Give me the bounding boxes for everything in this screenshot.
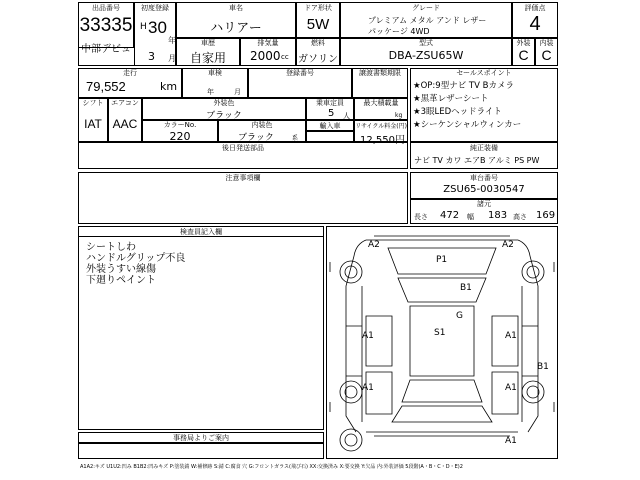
inspection-line: ハンドルグリップ不良 [86, 253, 186, 264]
int-grade: C [541, 47, 552, 63]
office-label: 事務局よりご案内 [173, 434, 229, 442]
shift-label: シフト [82, 99, 104, 107]
import-label: 輸入車 [319, 122, 341, 130]
chassis-label: 車台番号 [470, 174, 498, 182]
damage-mark: A1 [505, 331, 517, 341]
color: ブラック [206, 111, 242, 121]
sales-point-item: ★3眼LEDヘッドライト [413, 107, 502, 117]
chassis-number: ZSU65-0030547 [443, 184, 525, 195]
int-color-suffix: 系 [292, 135, 299, 142]
grade-line1: プレミアム メタル アンド レザー [368, 16, 487, 25]
month-unit: 月 [168, 54, 176, 63]
length: 472 [440, 210, 460, 221]
int-color-label: 内装色 [251, 121, 273, 129]
damage-mark: A1 [505, 383, 517, 393]
dims-label: 諸元 [477, 200, 491, 208]
mileage-label: 走行 [123, 69, 137, 77]
color-label: 外装色 [213, 99, 235, 107]
height: 169 [536, 210, 556, 221]
sales-point-item: ★OP:9型ナビ TV Bカメラ [413, 81, 514, 91]
damage-mark: S1 [434, 328, 446, 338]
width: 183 [488, 210, 508, 221]
ac-label: エアコン [111, 99, 139, 107]
damage-mark: G [456, 311, 463, 321]
damage-mark: B1 [537, 362, 549, 372]
use-label: 車歴 [201, 39, 215, 47]
sales-point-item: ★シーケンシャルウィンカー [413, 120, 522, 130]
inspect-month: 月 [234, 88, 241, 96]
first-reg-label: 初度登録 [141, 4, 169, 12]
footer-legend: A1A2:キズ U1U2:凹み B1B2:凹みキズ P:塗装錆 W:補修跡 S:錆 C:腐食 穴 G:フロントガラス(飛び石) XX:交換済み X:要交換 Y:欠品 内:外装評価 5段階(A・B・C・D・E)2 [80, 464, 463, 470]
model-label: 型式 [419, 39, 433, 47]
damage-mark: P1 [436, 255, 448, 265]
use: 自家用 [189, 51, 226, 65]
mileage-unit: km [160, 80, 178, 93]
ext-label: 外装 [516, 39, 531, 47]
office-panel [78, 443, 324, 459]
ext-grade: C [518, 47, 529, 63]
car-name: ハリアー [210, 21, 262, 36]
notes-label: 注意事項欄 [225, 174, 261, 182]
fuel: ガソリン [298, 54, 338, 65]
score-label: 評価点 [524, 4, 546, 12]
recycle-fee-label: リサイクル料金(円) [355, 123, 407, 130]
grade-label: グレード [412, 4, 440, 12]
length-label: 長さ [414, 213, 428, 221]
int-color: ブラック [238, 133, 274, 143]
debut-label: 中部デビュ [81, 44, 131, 55]
plate-label: 登録番号 [286, 69, 314, 77]
era: H [140, 22, 147, 32]
sales-point-label: セールスポイント [456, 69, 512, 77]
cc: 2000 [250, 49, 281, 63]
ac: AAC [112, 117, 138, 131]
mileage: 79,552 [86, 79, 126, 94]
color-no-label: カラーNo. [163, 121, 197, 129]
lot-label: 出品番号 [92, 4, 120, 12]
load-unit: kg [395, 112, 403, 119]
inspect-year: 年 [207, 88, 214, 96]
damage-mark: A1 [362, 331, 374, 341]
inspect-label: 車検 [208, 69, 222, 77]
grade-line2: パッケージ 4WD [368, 27, 430, 36]
damage-mark: A2 [502, 240, 514, 250]
after-sale-label: 後日発送部品 [222, 144, 264, 152]
inspection-line: シートしわ [86, 242, 136, 253]
capacity-unit: 人 [343, 112, 350, 120]
inspection-line: 下廻りペイント [86, 275, 156, 286]
sales-point-item: ★黒革レザーシート [413, 94, 489, 104]
cc-unit: cc [281, 53, 289, 61]
load-label: 最大積載量 [363, 99, 399, 107]
int-label: 内装 [539, 39, 554, 47]
lot-number: 33335 [79, 15, 133, 36]
damage-mark: A1 [505, 436, 517, 446]
body-label: ドア形状 [304, 4, 332, 12]
recycle-label: 譲渡書類期限 [359, 69, 401, 77]
capacity: 5 [328, 108, 335, 119]
model: DBA-ZSU65W [388, 49, 464, 62]
damage-mark: A2 [368, 240, 380, 250]
capacity-label: 乗車定員 [316, 99, 344, 107]
first-reg-year: 30 [148, 18, 167, 37]
damage-mark: B1 [460, 283, 472, 293]
first-reg-month: 3 [148, 50, 155, 63]
damage-mark: A1 [362, 383, 374, 393]
color-no: 220 [169, 130, 191, 143]
recycle-fee: 12,550円 [360, 135, 405, 146]
year-unit: 年 [168, 36, 176, 45]
shift: IAT [84, 117, 102, 131]
inspection-line: 外装うすい線傷 [86, 264, 156, 275]
inspection-label: 検査員記入欄 [180, 228, 222, 236]
cc-label: 排気量 [257, 39, 279, 47]
body-type: 5W [306, 16, 330, 33]
width-label: 幅 [467, 213, 474, 221]
fuel-label: 燃料 [311, 39, 325, 47]
import-value-cell [306, 131, 354, 142]
equipment-label: 純正装備 [470, 144, 498, 152]
equipment-value: ナビ TV カワ エアB アルミ PS PW [414, 156, 540, 165]
name-label: 車名 [229, 4, 243, 12]
height-label: 高さ [513, 213, 527, 221]
score: 4 [529, 13, 541, 35]
